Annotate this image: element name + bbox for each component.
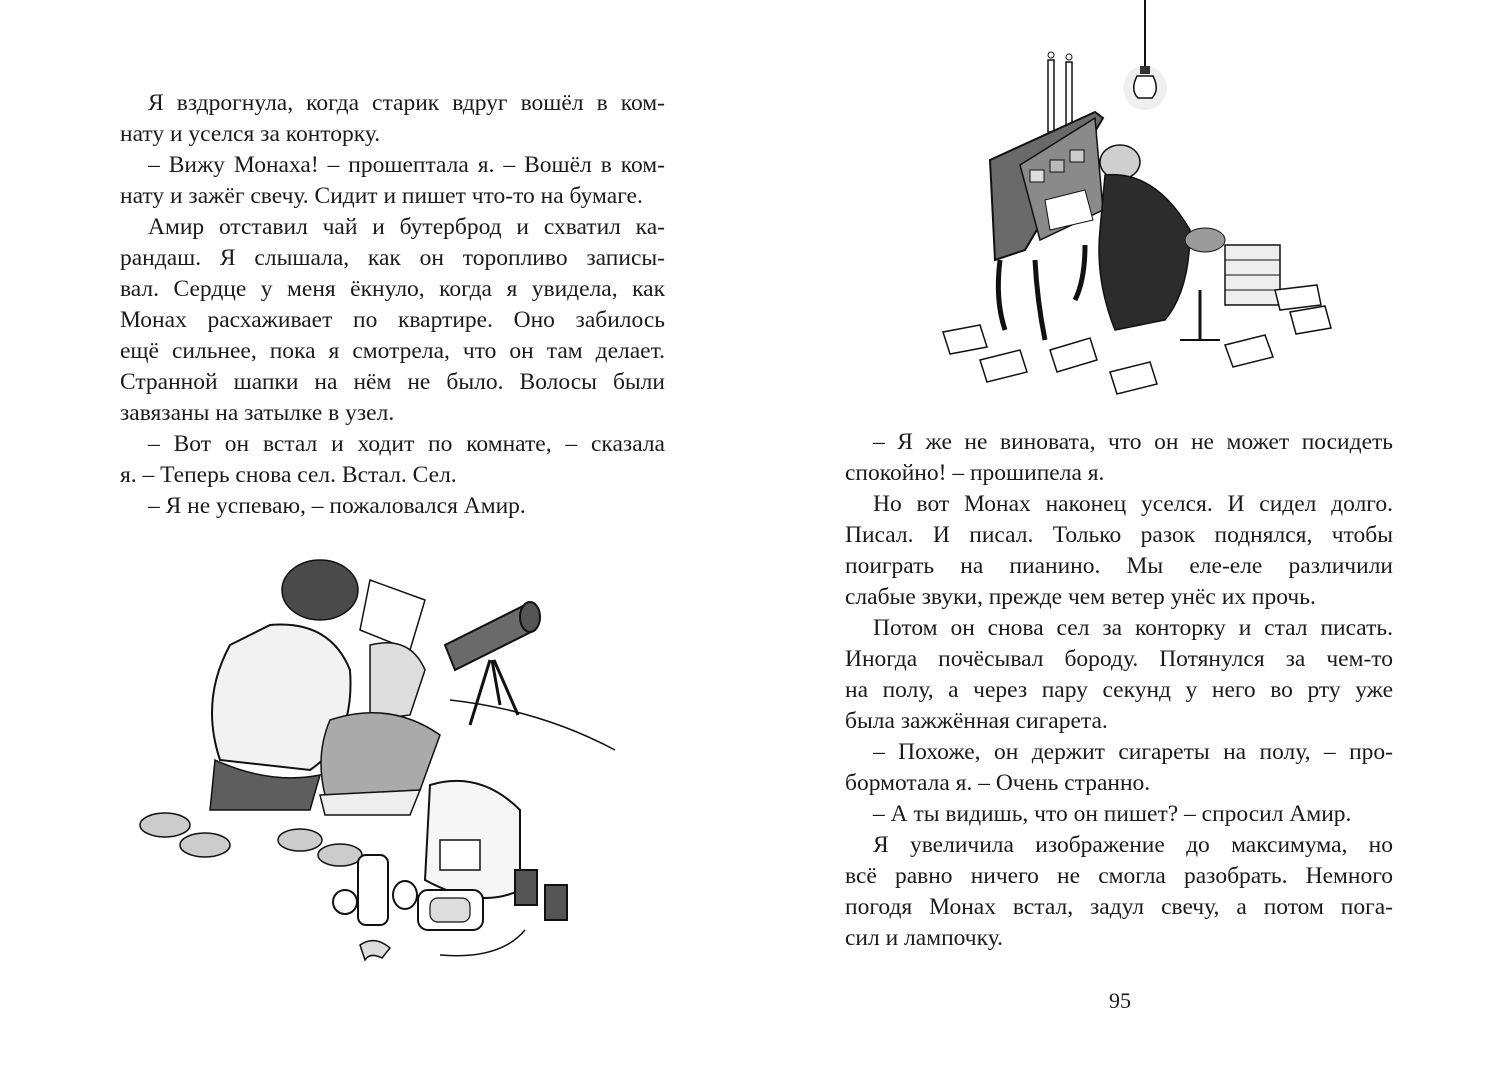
text-line: – Я же не виновата, что он не может посидеть	[873, 429, 1393, 455]
paper-stack	[1225, 245, 1280, 305]
illustration-two-children-with-telescope	[120, 550, 620, 990]
text-line: вал. Сердце у меня ёкнуло, когда я увидела, как	[120, 276, 665, 302]
text-line: слабые звуки, прежде чем ветер унёс их прочь.	[845, 584, 1316, 610]
text-line: Писал. И писал. Только разок поднялся, чтобы	[845, 522, 1393, 548]
text-line: я. – Теперь снова сел. Встал. Сел.	[120, 462, 457, 488]
writing-desk	[990, 112, 1103, 340]
backpack-icon	[425, 781, 520, 898]
text-line: Я вздрогнула, когда старик вдруг вошёл в ком-	[148, 90, 665, 116]
text-line: Иногда почёсывал бороду. Потянулся за чем-то	[845, 646, 1393, 672]
text-line: Странной шапки на нём не было. Волосы были	[120, 369, 665, 395]
text-line: нату и зажёг свечу. Сидит и пишет что-то на бумаге.	[120, 183, 643, 209]
text-line: поиграть на пианино. Мы еле-еле различили	[845, 553, 1393, 579]
text-line: ещё сильнее, пока я смотрела, что он там делает.	[120, 338, 665, 364]
text-line: бормотала я. – Очень странно.	[845, 770, 1151, 796]
text-line: погодя Монах встал, задул свечу, а потом пога-	[845, 894, 1393, 920]
apple-peel-icon	[360, 941, 390, 960]
text-line: была зажжённая сигарета.	[845, 708, 1108, 734]
text-line: Но вот Монах наконец уселся. И сидел долго.	[873, 491, 1393, 517]
text-line: – Похоже, он держит сигареты на полу, – про-	[873, 739, 1393, 765]
text-line: Потом он снова сел за конторку и стал писать.	[873, 615, 1393, 641]
candles-icon	[1048, 52, 1072, 132]
text-line: – Вижу Монаха! – прошептала я. – Вошёл в ком-	[148, 152, 665, 178]
text-line: – Вот он встал и ходит по комнате, – сказала	[148, 431, 665, 457]
text-line: спокойно! – прошипела я.	[845, 460, 1105, 486]
text-line: Амир отставил чай и бутерброд и схватил ка-	[148, 214, 665, 240]
text-line: Монах расхаживает по квартире. Оно забилось	[120, 307, 665, 333]
text-line: завязаны на затылке в узел.	[120, 400, 395, 426]
monk-figure	[1099, 145, 1225, 340]
left-page-text	[120, 88, 665, 522]
text-line: – А ты видишь, что он пишет? – спросил Амир.	[873, 801, 1352, 827]
text-line: всё равно ничего не смогла разобрать. Немного	[845, 863, 1393, 889]
text-line: нату и уселся за конторку.	[120, 121, 381, 147]
illustration-monk-writing-at-desk	[925, 0, 1345, 410]
hanging-lightbulb-icon	[1123, 0, 1167, 110]
text-line: Я увеличила изображение до максимума, но	[873, 832, 1393, 858]
text-line: рандаш. Я слышала, как он торопливо записы-	[120, 245, 665, 271]
text-line: – Я не успеваю, – пожаловался Амир.	[148, 493, 526, 519]
text-line: сил и лампочку.	[845, 925, 1003, 951]
page-number: 95	[1109, 988, 1131, 1013]
right-page-text	[845, 427, 1393, 954]
text-line: на полу, а через пару секунд у него во рту уже	[845, 677, 1393, 703]
lunchbox-icon	[418, 890, 483, 930]
